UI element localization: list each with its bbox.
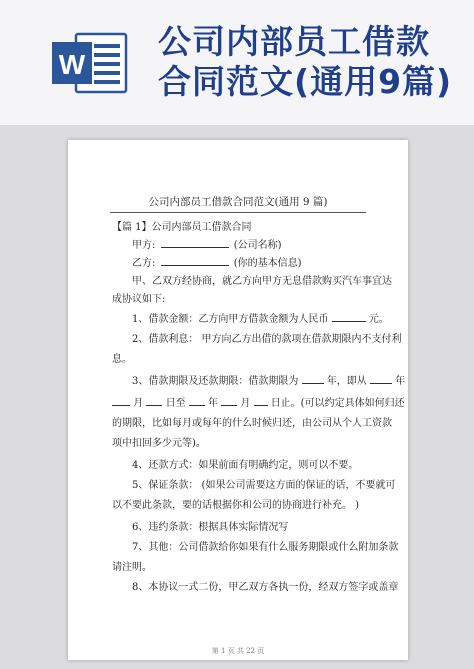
- logo-letter: W: [58, 49, 86, 80]
- item-3-text-d: 月: [133, 398, 144, 409]
- party-b-hint: (你的基本信息): [233, 258, 302, 269]
- item-8-line: 8、本协议一式二份，甲乙双方各执一份，经双方签字或盖章: [132, 582, 399, 593]
- title-line-1: 公司内部员工借款: [158, 22, 430, 61]
- item-3-line-4: 项中扣回多少元等)。: [112, 438, 206, 449]
- item-7-line-1: 7、其他：公司借款给你如果有什么服务期限或什么附加条款: [132, 542, 399, 553]
- document-body: [112, 219, 406, 597]
- party-b-label: 乙方:: [132, 258, 156, 269]
- item-3-text-h: 日止。(可以约定具体如何归还: [270, 398, 405, 409]
- item-3-blank-2: [370, 373, 392, 384]
- item-3-line-1: [112, 371, 406, 393]
- party-a-blank: [161, 237, 229, 248]
- item-6-line: 6、违约条款：根据具体实际情况写: [132, 522, 289, 533]
- page-footer: 第 1 页 共 22 页: [211, 647, 265, 655]
- document-title: 公司内部员工借款合同范文(通用 9 篇): [148, 196, 328, 208]
- item-5-line-2: 以不要此条款，要的话根据你和公司的协商进行补充。 ): [112, 500, 360, 511]
- item-3-blank-5: [189, 395, 205, 406]
- page-title: [158, 22, 468, 102]
- party-b-line: [112, 255, 366, 273]
- item-1-unit: 元。: [368, 314, 389, 325]
- intro-line-1: 甲、乙双方经协商，就乙方向甲方无息借款购买汽车事宜达: [132, 276, 392, 287]
- item-3-text-g: 月: [240, 398, 251, 409]
- item-3-text-e: 日至: [165, 398, 186, 409]
- item-3-text-b: 年，即从: [326, 376, 367, 387]
- party-a-label: 甲方:: [132, 240, 156, 251]
- party-a-hint: (公司名称): [233, 240, 282, 251]
- party-a-line: [112, 237, 366, 255]
- item-3-blank-3: [112, 395, 130, 406]
- item-3-text-c: 年: [395, 376, 406, 387]
- section-heading: 【篇 1】公司内部员工借款合同: [112, 222, 252, 233]
- word-document-icon: [50, 28, 130, 98]
- item-3-blank-4: [146, 395, 162, 406]
- title-rule: [110, 212, 366, 213]
- header-banner: [0, 0, 474, 125]
- item-3-blank-1: [302, 373, 324, 384]
- intro-line-2: 成协议如下:: [112, 294, 166, 305]
- item-5-line-1: 5、保证条款： (如果公司需要这方面的保证的话，不要就可: [132, 480, 396, 491]
- item-3-blank-6: [221, 395, 237, 406]
- item-2-line-2: 息。: [112, 354, 132, 365]
- item-3-line-3: 的期限，比如每月或每年的什么时候归还，由公司从个人工资款: [112, 418, 392, 429]
- document-page: [68, 140, 408, 660]
- party-b-blank: [161, 255, 229, 266]
- item-2-line-1: 2、借款利息： 甲方向乙方出借的款项在借款期限内不支付利: [132, 334, 402, 345]
- title-line-2: 合同范文(通用9篇): [158, 62, 453, 101]
- item-3-text-f: 年: [207, 398, 218, 409]
- item-3-blank-7: [254, 395, 268, 406]
- item-1-line: [112, 309, 389, 331]
- item-1-blank: [332, 311, 366, 322]
- item-3-text-a: 3、借款期限及还款期限：借款期限为: [132, 376, 299, 387]
- item-1-text: 1、借款金额：乙方向甲方借款金额为人民币: [132, 314, 329, 325]
- item-7-line-2: 请注明。: [112, 562, 152, 573]
- item-4-line: 4、还款方式：如果前面有明确约定，则可以不要。: [132, 460, 359, 471]
- item-3-line-2: [112, 393, 405, 415]
